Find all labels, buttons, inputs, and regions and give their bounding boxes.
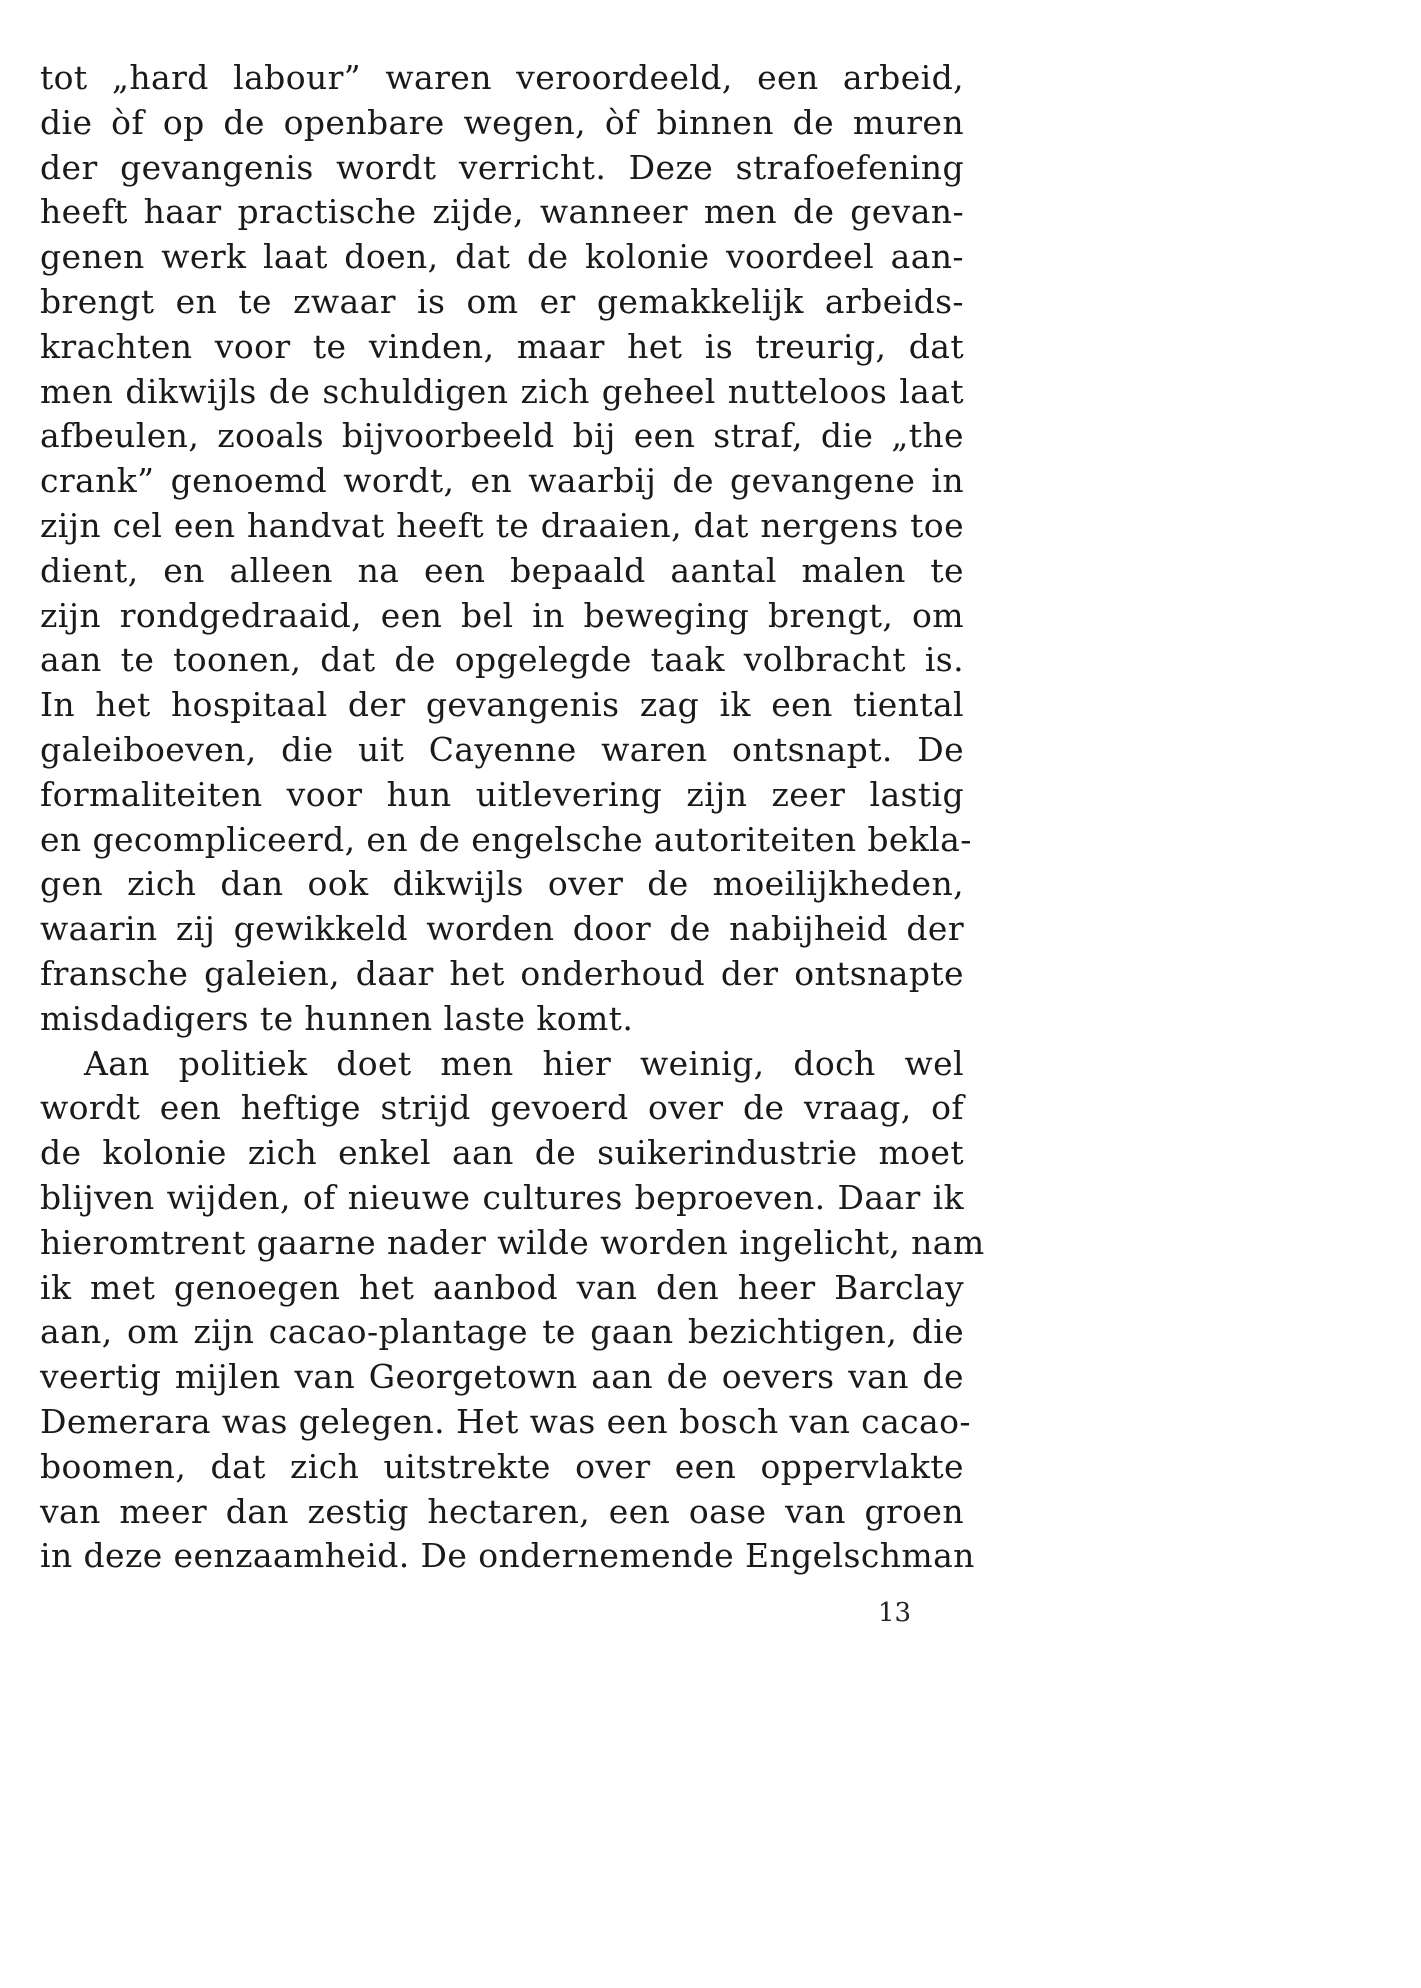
text-line: veertig mijlen van Georgetown aan de oevers van de	[40, 1357, 964, 1397]
text-line: Demerara was gelegen. Het was een bosch van cacao-	[40, 1401, 971, 1441]
text-line: die òf op de openbare wegen, òf binnen de muren	[40, 102, 964, 142]
text-line: tot „hard labour” waren veroordeeld, een arbeid,	[40, 58, 964, 97]
text-line: ik met genoegen het aanbod van den heer Barclay	[40, 1267, 964, 1307]
text-line: heeft haar practische zijde, wanneer men de gevan-	[40, 192, 964, 232]
paragraph-end-line: misdadigers te hunnen laste komt.	[40, 998, 634, 1038]
text-line: krachten voor te vinden, maar het is treurig, dat	[40, 326, 964, 366]
text-line: genen werk laat doen, dat de kolonie voordeel aan-	[40, 237, 964, 277]
text-line: gen zich dan ook dikwijls over de moeilijkheden,	[40, 864, 964, 904]
text-line: brengt en te zwaar is om er gemakkelijk arbeids-	[40, 281, 964, 321]
text-line: van meer dan zestig hectaren, een oase van groen	[40, 1491, 964, 1531]
body-text	[40, 56, 985, 1579]
text-line: crank” genoemd wordt, en waarbij de gevangene in	[40, 461, 964, 501]
text-line: aan te toonen, dat de opgelegde taak volbracht is.	[40, 640, 964, 680]
text-line: blijven wijden, of nieuwe cultures beproeven. Daar ik	[40, 1177, 964, 1217]
text-line: hieromtrent gaarne nader wilde worden ingelicht, nam	[40, 1222, 985, 1262]
text-line: zijn rondgedraaid, een bel in beweging brengt, om	[40, 595, 964, 635]
text-line: der gevangenis wordt verricht. Deze strafoefening	[40, 147, 964, 187]
text-line: en gecompliceerd, en de engelsche autoriteiten bekla-	[40, 819, 972, 859]
text-line: zijn cel een handvat heeft te draaien, dat nergens toe	[40, 505, 964, 545]
page-number: 13	[878, 1598, 912, 1628]
text-line: afbeulen, zooals bijvoorbeeld bij een straf, die „the	[40, 416, 964, 456]
text-line: boomen, dat zich uitstrekte over een oppervlakte	[40, 1446, 964, 1486]
paragraph-start-line: Aan politiek doet men hier weinig, doch wel	[84, 1043, 964, 1083]
text-line: aan, om zijn cacao-plantage te gaan bezichtigen, die	[40, 1312, 964, 1352]
text-line: galeiboeven, die uit Cayenne waren ontsnapt. De	[40, 729, 964, 769]
text-line: de kolonie zich enkel aan de suikerindustrie moet	[40, 1133, 964, 1173]
text-line: In het hospitaal der gevangenis zag ik een tiental	[40, 685, 964, 725]
text-line: waarin zij gewikkeld worden door de nabijheid der	[40, 909, 964, 949]
text-line: fransche galeien, daar het onderhoud der ontsnapte	[40, 953, 964, 993]
text-line: dient, en alleen na een bepaald aantal malen te	[40, 550, 964, 590]
text-line: formaliteiten voor hun uitlevering zijn zeer lastig	[40, 774, 964, 814]
text-line: wordt een heftige strijd gevoerd over de vraag, of	[40, 1088, 964, 1128]
text-line: men dikwijls de schuldigen zich geheel nutteloos laat	[40, 371, 964, 411]
text-line: in deze eenzaamheid. De ondernemende Engelschman	[40, 1536, 975, 1576]
